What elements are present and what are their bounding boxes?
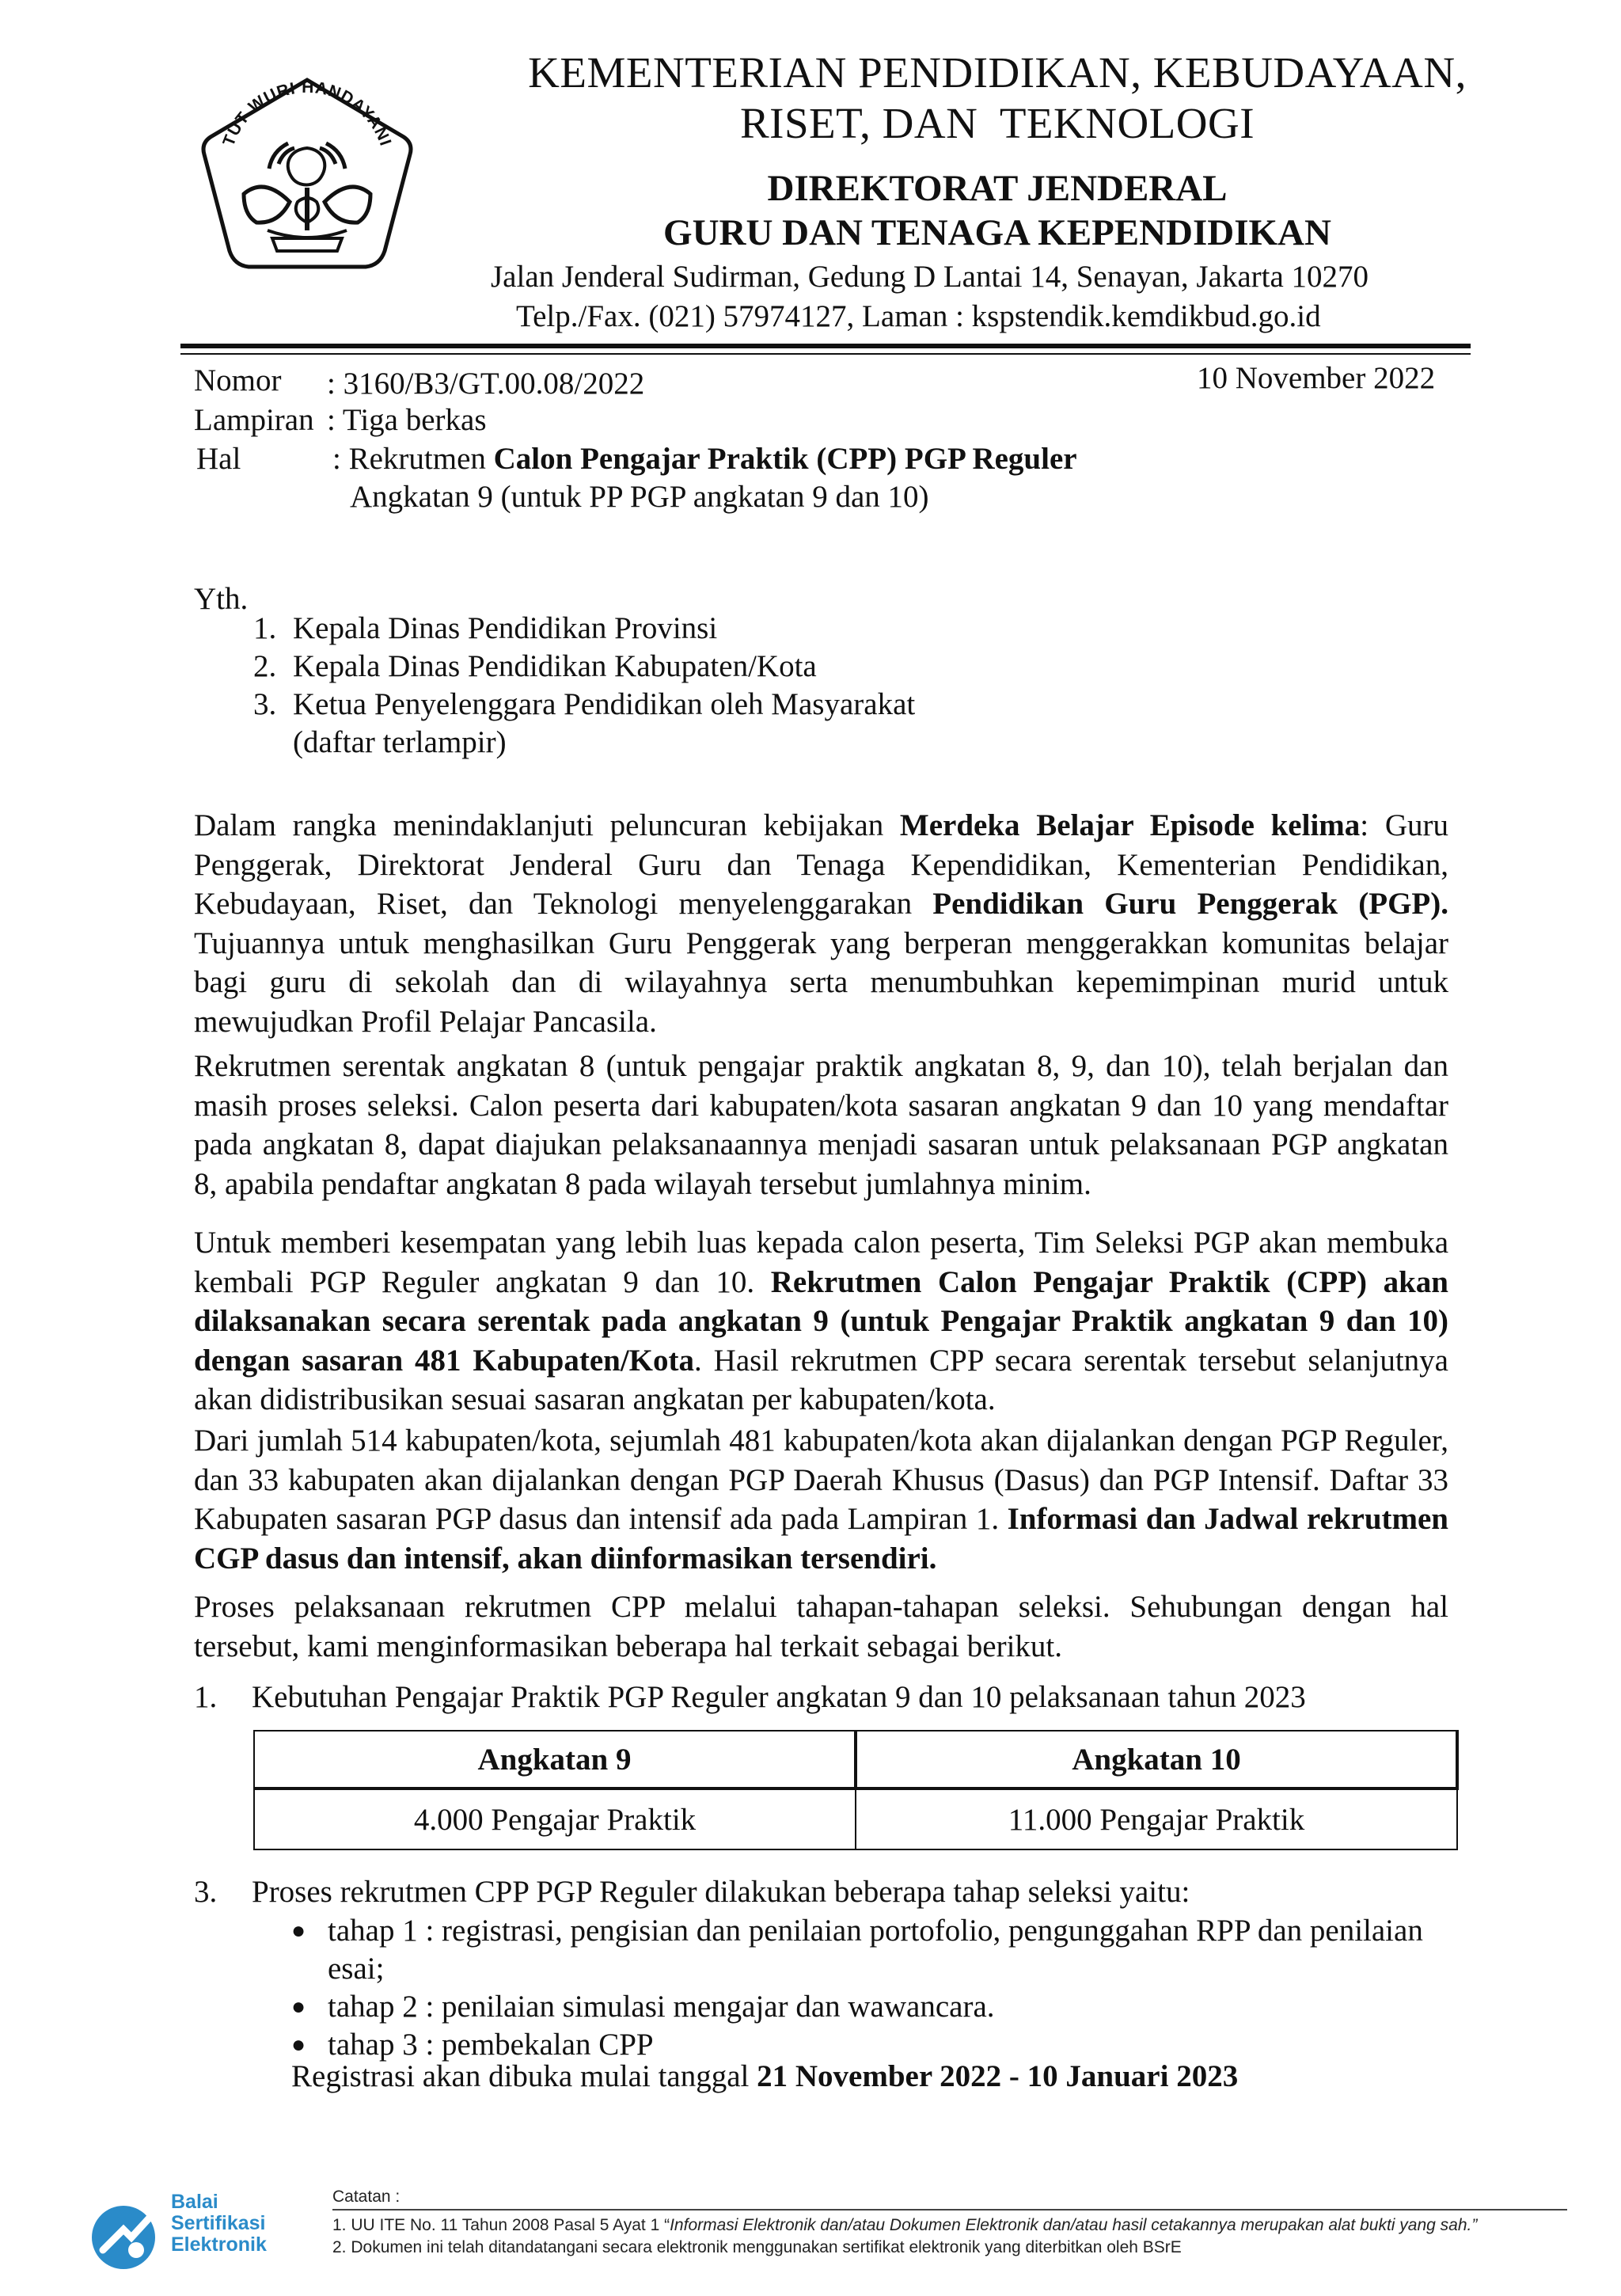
directorate-name (443, 166, 1551, 255)
footer-divider (332, 2209, 1567, 2210)
recipient-text: Ketua Penyelenggara Pendidikan oleh Masyarakat (293, 687, 916, 721)
instructor-needs-table (253, 1730, 1459, 1850)
lampiran-value: : Tiga berkas (327, 403, 487, 437)
p1-bold-pgp: Pendidikan Guru Penggerak (PGP). (932, 887, 1448, 921)
salutation: Yth. (194, 582, 249, 616)
recipient-item (253, 648, 915, 686)
nomor-value: : 3160/B3/GT.00.08/2022 (327, 367, 645, 401)
bsre-wordmark (171, 2191, 267, 2256)
table-header-angkatan-9: Angkatan 9 (254, 1731, 856, 1789)
paragraph-4 (194, 1421, 1448, 1578)
recipient-number: 3. (253, 687, 277, 721)
list-item-1 (194, 1678, 1460, 1718)
hal-subject-bold: Calon Pengajar Praktik (CPP) PGP Reguler (493, 442, 1077, 476)
registration-prefix: Registrasi akan dibuka mulai tanggal (291, 2059, 757, 2093)
letterhead-divider-thin (180, 353, 1471, 355)
footer-note-2: 2. Dokumen ini telah ditandatangani secara elektronik menggunakan sertifikat elektronik yang diterbitkan oleh BSrE (332, 2238, 1182, 2256)
selection-stage-item: ● tahap 2 : penilaian simulasi mengajar dan wawancara. (291, 1988, 1439, 2026)
table-header-row (254, 1731, 1457, 1789)
table-header-angkatan-10: Angkatan 10 (856, 1731, 1457, 1789)
p1-text-e: Tujuannya untuk menghasilkan Guru Penggerak yang berperan menggerakkan komunitas belajar bagi guru di sekolah dan di wilayahnya serta menumbuhkan kepemimpinan murid untuk mewujudkan Profil Pelajar Pancasila. (194, 926, 1448, 1039)
list-item-1-text: Kebutuhan Pengajar Praktik PGP Reguler angkatan 9 dan 10 pelaksanaan tahun 2023 (252, 1680, 1306, 1714)
tut-wuri-handayani-logo (196, 75, 418, 283)
hal-value (332, 441, 1077, 477)
table-cell-angkatan-10: 11.000 Pengajar Praktik (856, 1789, 1457, 1849)
p3-text-a: Untuk memberi kesempatan yang lebih luas kepada calon peserta, Tim Seleksi PGP akan membuka kembali PGP Reguler angkatan 9 dan 10. (194, 1226, 1448, 1299)
bsre-line-1: Balai (171, 2191, 218, 2213)
lampiran-label: Lampiran (194, 403, 314, 437)
list-item-1-number: 1. (194, 1680, 218, 1714)
p4-text-a: Dari jumlah 514 kabupaten/kota, sejumlah 481 kabupaten/kota akan dijalankan dengan PGP Reguler, dan 33 kabupaten akan dijalankan dengan PGP Daerah Khusus (Dasus) dan PGP Intensif. Daftar 33 Kabupaten sasaran PGP dasus dan intensif ada pada Lampiran 1. (194, 1424, 1448, 1536)
recipient-number: 1. (253, 611, 277, 645)
recipient-note: (daftar terlampir) (293, 725, 507, 759)
selection-stage-item: ● tahap 1 : registrasi, pengisian dan penilaian portofolio, pengunggahan RPP dan penilaian esai; (291, 1912, 1439, 1988)
svg-text:TUT WURI HANDAYANI: TUT WURI HANDAYANI (219, 78, 395, 149)
list-item-3 (194, 1873, 1460, 1913)
p4-bold-info: Informasi dan Jadwal rekrutmen CGP dasus dan intensif, akan diinformasikan tersendiri. (194, 1502, 1448, 1576)
ministry-line-1: KEMENTERIAN PENDIDIKAN, KEBUDAYAAN, (528, 48, 1467, 97)
footer-note-1 (332, 2215, 1477, 2236)
p3-bold-recruitment: Rekrutmen Calon Pengajar Praktik (CPP) akan dilaksanakan secara serentak pada angkatan 9 (untuk Pengajar Praktik angkatan 9 dan 10) dengan sasaran 481 Kabupaten/Kota (194, 1264, 1448, 1378)
paragraph-5: Proses pelaksanaan rekrutmen CPP melalui tahapan-tahapan seleksi. Sehubungan dengan hal tersebut, kami menginformasikan beberapa hal terkait sebagai berikut. (194, 1590, 1448, 1663)
p1-bold-episode: Merdeka Belajar Episode kelima (899, 808, 1361, 842)
letter-date: 10 November 2022 (1197, 361, 1436, 395)
recipient-item (253, 610, 915, 648)
registration-dates: 21 November 2022 - 10 Januari 2023 (757, 2059, 1239, 2093)
paragraph-2: Rekrutmen serentak angkatan 8 (untuk pengajar praktik angkatan 8, 9, dan 10), telah berjalan dan masih proses seleksi. Calon peserta dari kabupaten/kota sasaran angkatan 9 dan 10 yang mendaftar pada angkatan 8, dapat diajukan pelaksanaannya menjadi sasaran untuk pelaksanaan PGP angkatan 8, apabila pendaftar angkatan 8 pada wilayah tersebut jumlahnya minim. (194, 1049, 1448, 1201)
paragraph-1 (194, 806, 1448, 1041)
footer-note-title: Catatan : (332, 2188, 401, 2206)
ministry-line-2: RISET, DAN TEKNOLOGI (739, 99, 1255, 147)
footer-note-1-prefix: 1. UU ITE No. 11 Tahun 2008 Pasal 5 Ayat 1 “ (332, 2216, 670, 2234)
p1-text-c: : Guru Penggerak, Direktorat Jenderal Guru dan Tenaga Kependidikan, Kementerian Pendidikan, Kebudayaan, Riset, dan Teknologi menyelenggarakan (194, 808, 1448, 921)
nomor-label: Nomor (194, 363, 282, 397)
hal-prefix: : Rekrutmen (332, 442, 494, 476)
hal-label: Hal (196, 442, 241, 476)
bsre-line-3: Elektronik (171, 2233, 267, 2256)
table-row (254, 1789, 1457, 1849)
office-contact: Telp./Fax. (021) 57974127, Laman : kspstendik.kemdikbud.go.id (516, 299, 1321, 333)
registration-period (291, 2058, 1238, 2095)
office-address: Jalan Jenderal Sudirman, Gedung D Lantai 14, Senayan, Jakarta 10270 (491, 260, 1369, 294)
ministry-name (443, 48, 1551, 149)
directorate-line-2: GURU DAN TENAGA KEPENDIDIKAN (663, 212, 1331, 253)
recipient-text: Kepala Dinas Pendidikan Provinsi (293, 611, 718, 645)
p1-text-a: Dalam rangka menindaklanjuti peluncuran kebijakan (194, 808, 900, 842)
selection-stage-item: ● tahap 3 : pembekalan CPP (291, 2026, 1439, 2064)
p3-text-c: . Hasil rekrutmen CPP secara serentak tersebut selanjutnya akan didistribusikan sesuai sasaran angkatan per kabupaten/kota. (194, 1343, 1448, 1416)
footer-note-1-italic: Informasi Elektronik dan/atau Dokumen Elektronik dan/atau hasil cetakannya merupakan alat bukti yang sah.” (670, 2216, 1478, 2234)
letterhead-divider-thick (180, 344, 1471, 348)
table-cell-angkatan-9: 4.000 Pengajar Praktik (254, 1789, 856, 1849)
directorate-line-1: DIREKTORAT JENDERAL (767, 168, 1228, 209)
bsre-line-2: Sertifikasi (171, 2212, 266, 2234)
list-item-3-number: 3. (194, 1875, 218, 1909)
recipient-list (253, 610, 915, 762)
paragraph-3 (194, 1223, 1448, 1420)
hal-line-2: Angkatan 9 (untuk PP PGP angkatan 9 dan 10) (350, 480, 929, 514)
recipient-text: Kepala Dinas Pendidikan Kabupaten/Kota (293, 649, 817, 683)
selection-stages-list (291, 1912, 1439, 2064)
recipient-note-item (253, 724, 915, 762)
list-item-3-text: Proses rekrutmen CPP PGP Reguler dilakukan beberapa tahap seleksi yaitu: (252, 1875, 1190, 1909)
recipient-item (253, 686, 915, 724)
recipient-number: 2. (253, 649, 277, 683)
